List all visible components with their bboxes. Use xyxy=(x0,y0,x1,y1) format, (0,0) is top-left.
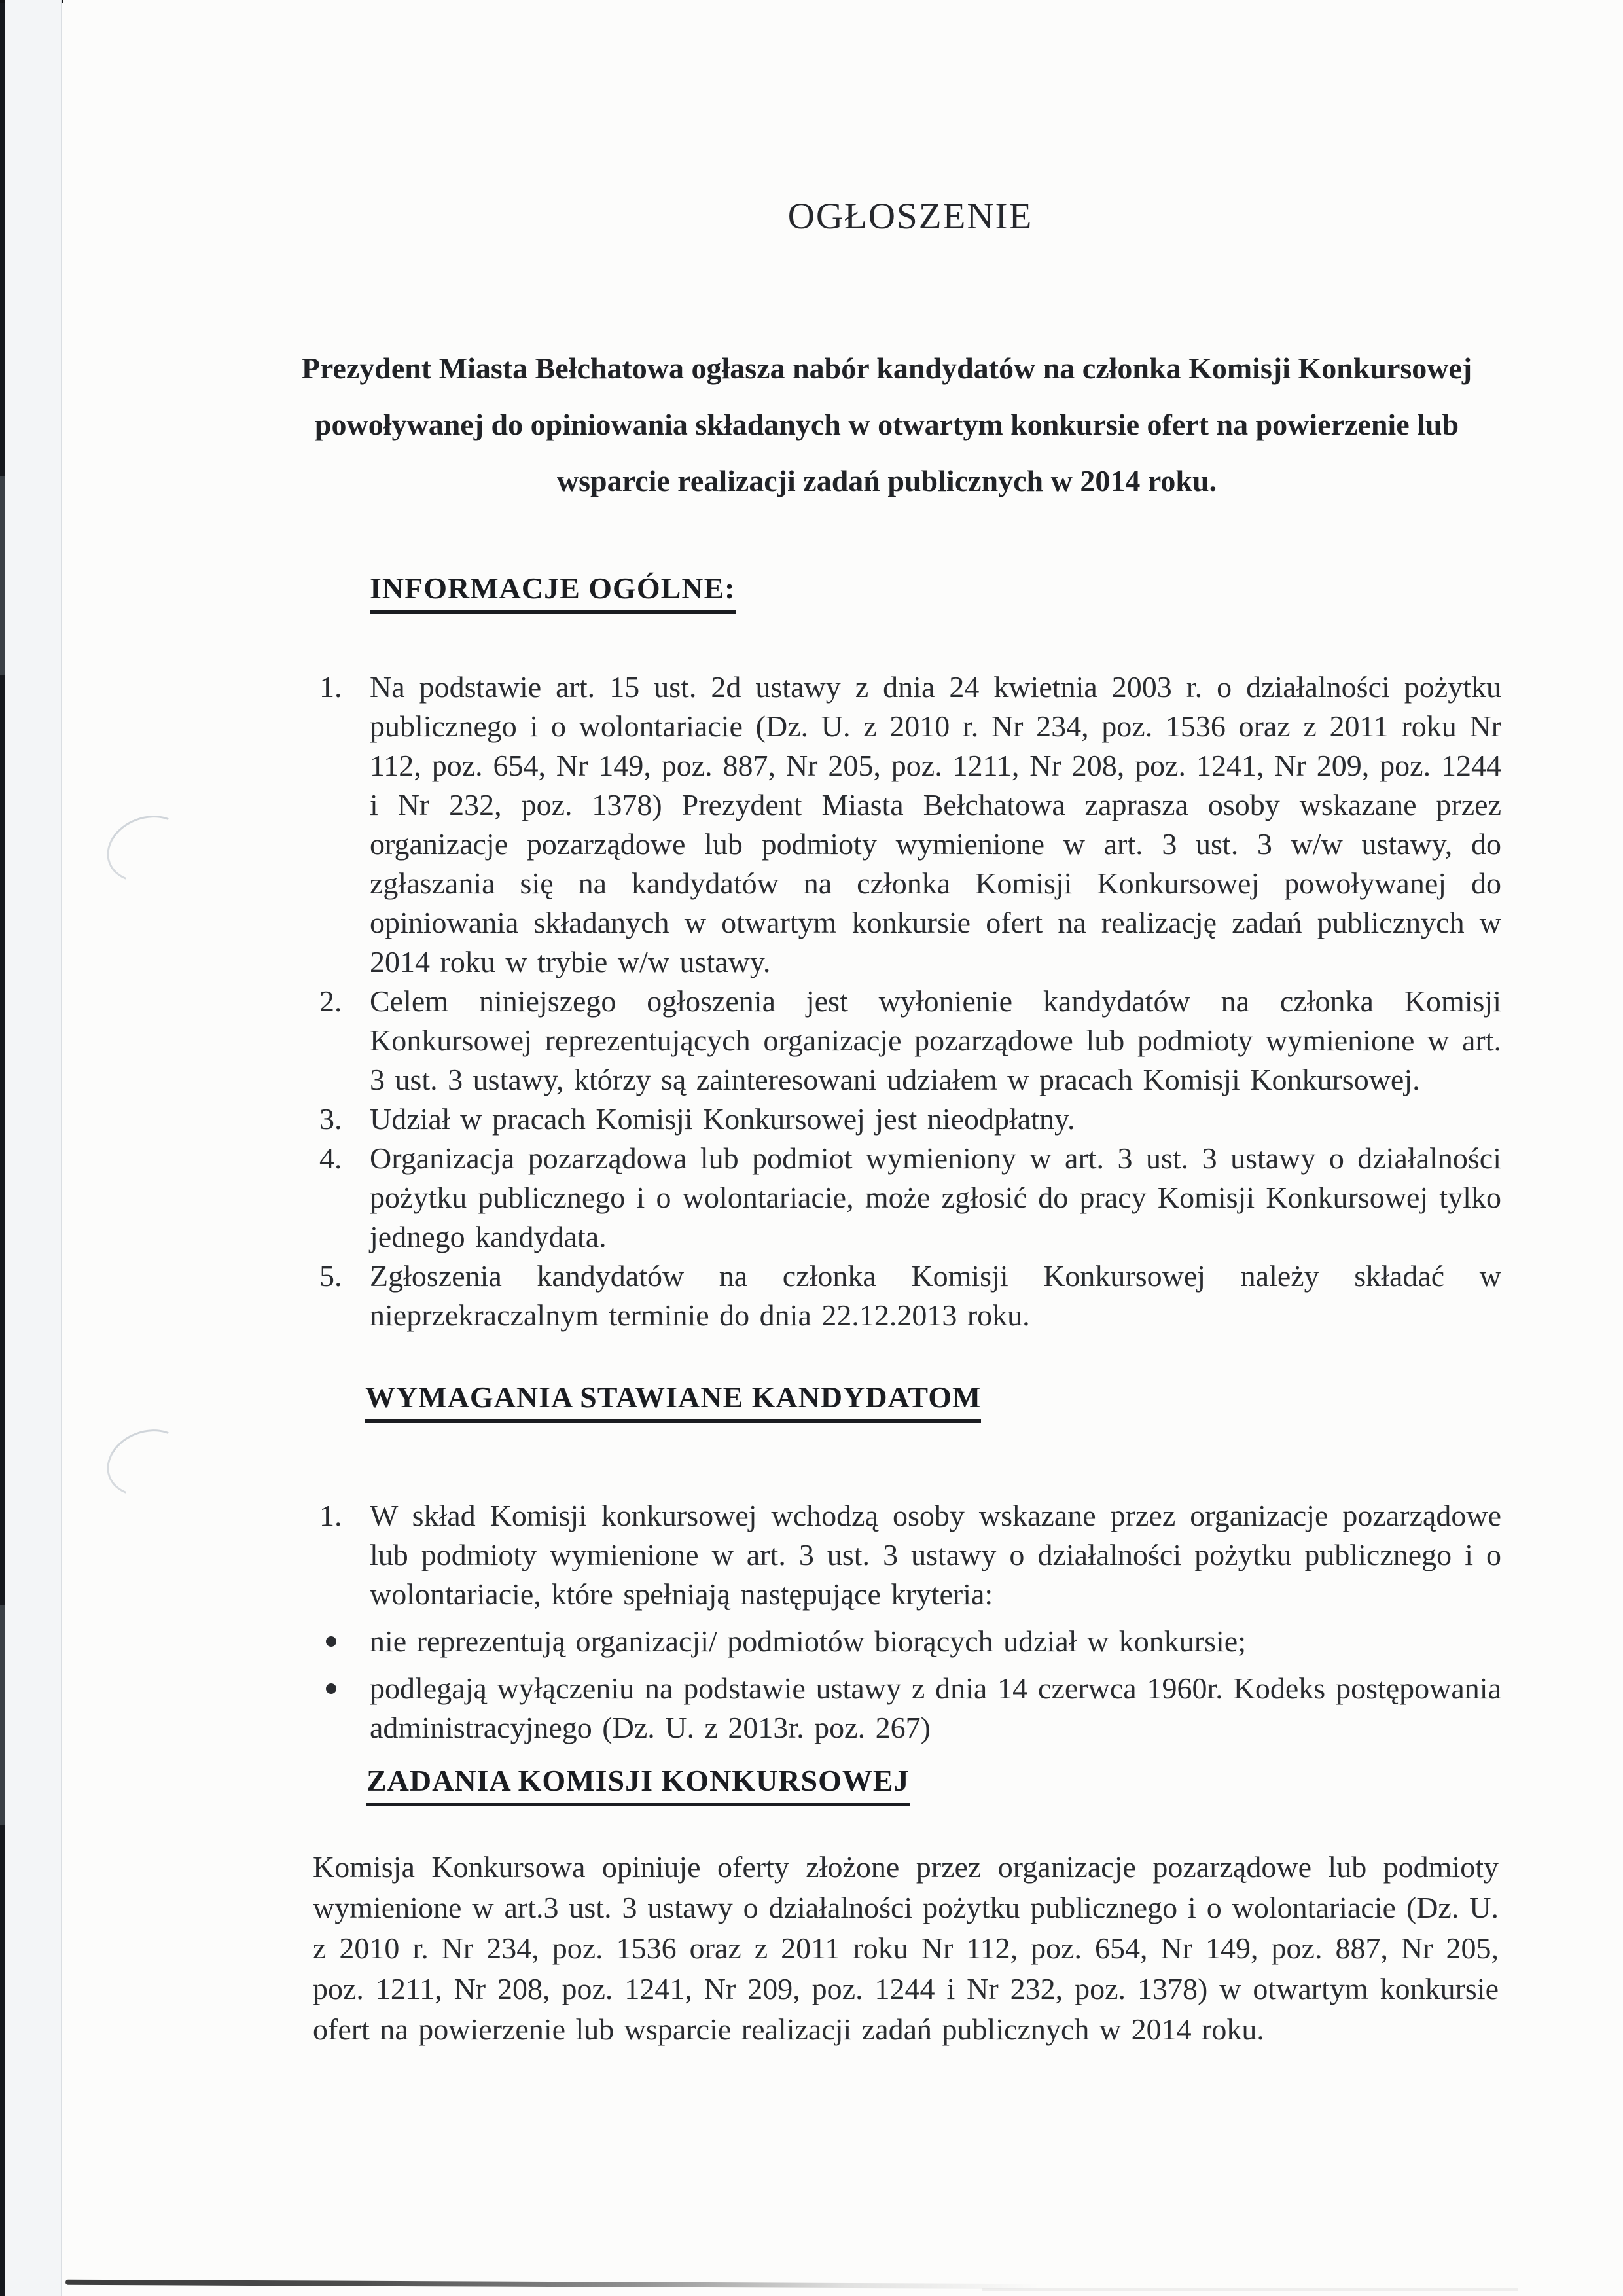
ordered-list-wymagania xyxy=(319,1496,1501,1748)
intro-paragraph: Prezydent Miasta Bełchatowa ogłasza nabór kandydatów na członka Komisji Konkursowej powoływanej do opiniowania składanych w otwartym konkursie ofert na powierzenie lub wsparcie realizacji zadań publicznych w 2014 roku. xyxy=(301,351,1472,497)
list-item-number: 4. xyxy=(319,1141,342,1175)
list-item-number: 1. xyxy=(319,1499,342,1532)
list-item-number: 1. xyxy=(319,670,342,704)
section-heading-wymagania-text: WYMAGANIA STAWIANE KANDYDATOM xyxy=(365,1380,981,1423)
punch-hole-mark-lower xyxy=(98,1418,197,1507)
ordered-list-informacje xyxy=(319,668,1501,1335)
section-heading-informacje xyxy=(370,571,736,614)
list-item xyxy=(319,668,1501,982)
bullet-item xyxy=(319,1622,1501,1661)
list-item-text: Udział w pracach Komisji Konkursowej jest nieodpłatny. xyxy=(370,1102,1075,1136)
bullet-icon xyxy=(326,1683,336,1694)
list-item-text: Zgłoszenia kandydatów na członka Komisji Konkursowej należy składać w nieprzekraczalnym terminie do dnia 22.12.2013 roku. xyxy=(370,1259,1501,1332)
bullet-item-text: podlegają wyłączeniu na podstawie ustawy z dnia 14 czerwca 1960r. Kodeks postępowania administracyjnego (Dz. U. z 2013r. poz. 267) xyxy=(370,1672,1501,1744)
list-item-text: Organizacja pozarządowa lub podmiot wymieniony w art. 3 ust. 3 ustawy o działalności pożytku publicznego i o wolontariacie, może zgłosić do pracy Komisji Konkursowej tylko jednego kandydata. xyxy=(370,1141,1501,1253)
list-item xyxy=(319,1139,1501,1257)
list-item-number: 5. xyxy=(319,1259,342,1293)
bullet-item xyxy=(319,1669,1501,1748)
section-heading-zadania-text: ZADANIA KOMISJI KONKURSOWEJ xyxy=(366,1763,910,1806)
list-item-text: W skład Komisji konkursowej wchodzą osoby wskazane przez organizacje pozarządowe lub podmioty wymienione w art. 3 ust. 3 ustawy o działalności pożytku publicznego i o wolontariacie, które spełniają następujące kryteria: xyxy=(370,1499,1501,1611)
section-heading-informacje-text: INFORMACJE OGÓLNE: xyxy=(370,571,736,614)
list-item-text: Celem niniejszego ogłoszenia jest wyłonienie kandydatów na członka Komisji Konkursowej reprezentujących organizacje pozarządowe lub podmioty wymienione w art. 3 ust. 3 ustawy, którzy są zainteresowani udziałem w pracach Komisji Konkursowej. xyxy=(370,984,1501,1096)
body-paragraph-zadania: Komisja Konkursowa opiniuje oferty złożone przez organizacje pozarządowe lub podmioty wymienione w art.3 ust. 3 ustawy o działalności pożytku publicznego i o wolontariacie (Dz. U. z 2010 r. Nr 234, poz. 1536 oraz z 2011 roku Nr 112, poz. 654, Nr 149, poz. 887, Nr 205, poz. 1211, Nr 208, poz. 1241, Nr 209, poz. 1244 i Nr 232, poz. 1378) w otwartym konkursie ofert na powierzenie lub wsparcie realizacji zadań publicznych w 2014 roku. xyxy=(313,1850,1499,2046)
bottom-scan-smear xyxy=(982,2288,1518,2291)
list-item-number: 3. xyxy=(319,1102,342,1136)
list-item xyxy=(319,982,1501,1100)
list-item xyxy=(319,1100,1501,1139)
page-title: OGŁOSZENIE xyxy=(787,196,1033,237)
bullet-icon xyxy=(326,1636,336,1647)
section-heading-wymagania xyxy=(365,1380,981,1423)
list-item-number: 2. xyxy=(319,984,342,1018)
list-item xyxy=(319,1496,1501,1614)
section-heading-zadania xyxy=(366,1763,910,1806)
list-item xyxy=(319,1257,1501,1335)
paper-edge-line xyxy=(61,0,62,2296)
punch-hole-mark-upper xyxy=(98,804,197,893)
list-item-text: Na podstawie art. 15 ust. 2d ustawy z dnia 24 kwietnia 2003 r. o działalności pożytku publicznego i o wolontariacie (Dz. U. z 2010 r. Nr 234, poz. 1536 oraz z 2011 roku Nr 112, poz. 654, Nr 149, poz. 887, Nr 205, poz. 1211, Nr 208, poz. 1241, Nr 209, poz. 1244 i Nr 232, poz. 1378) Prezydent Miasta Bełchatowa zaprasza osoby wskazane przez organizacje pozarządowe lub podmioty wymienione w art. 3 ust. 3 w/w ustawy, do zgłaszania się na kandydatów na członka Komisji Konkursowej powoływanej do opiniowania składanych w otwartym konkursie ofert na realizację zadań publicznych w 2014 roku w trybie w/w ustawy. xyxy=(370,670,1501,978)
bottom-scan-shadow xyxy=(65,2280,1041,2289)
bullet-item-text: nie reprezentują organizacji/ podmiotów biorących udział w konkursie; xyxy=(370,1624,1246,1658)
paper-gutter xyxy=(5,0,61,2296)
scanner-edge-strip xyxy=(0,0,5,2296)
